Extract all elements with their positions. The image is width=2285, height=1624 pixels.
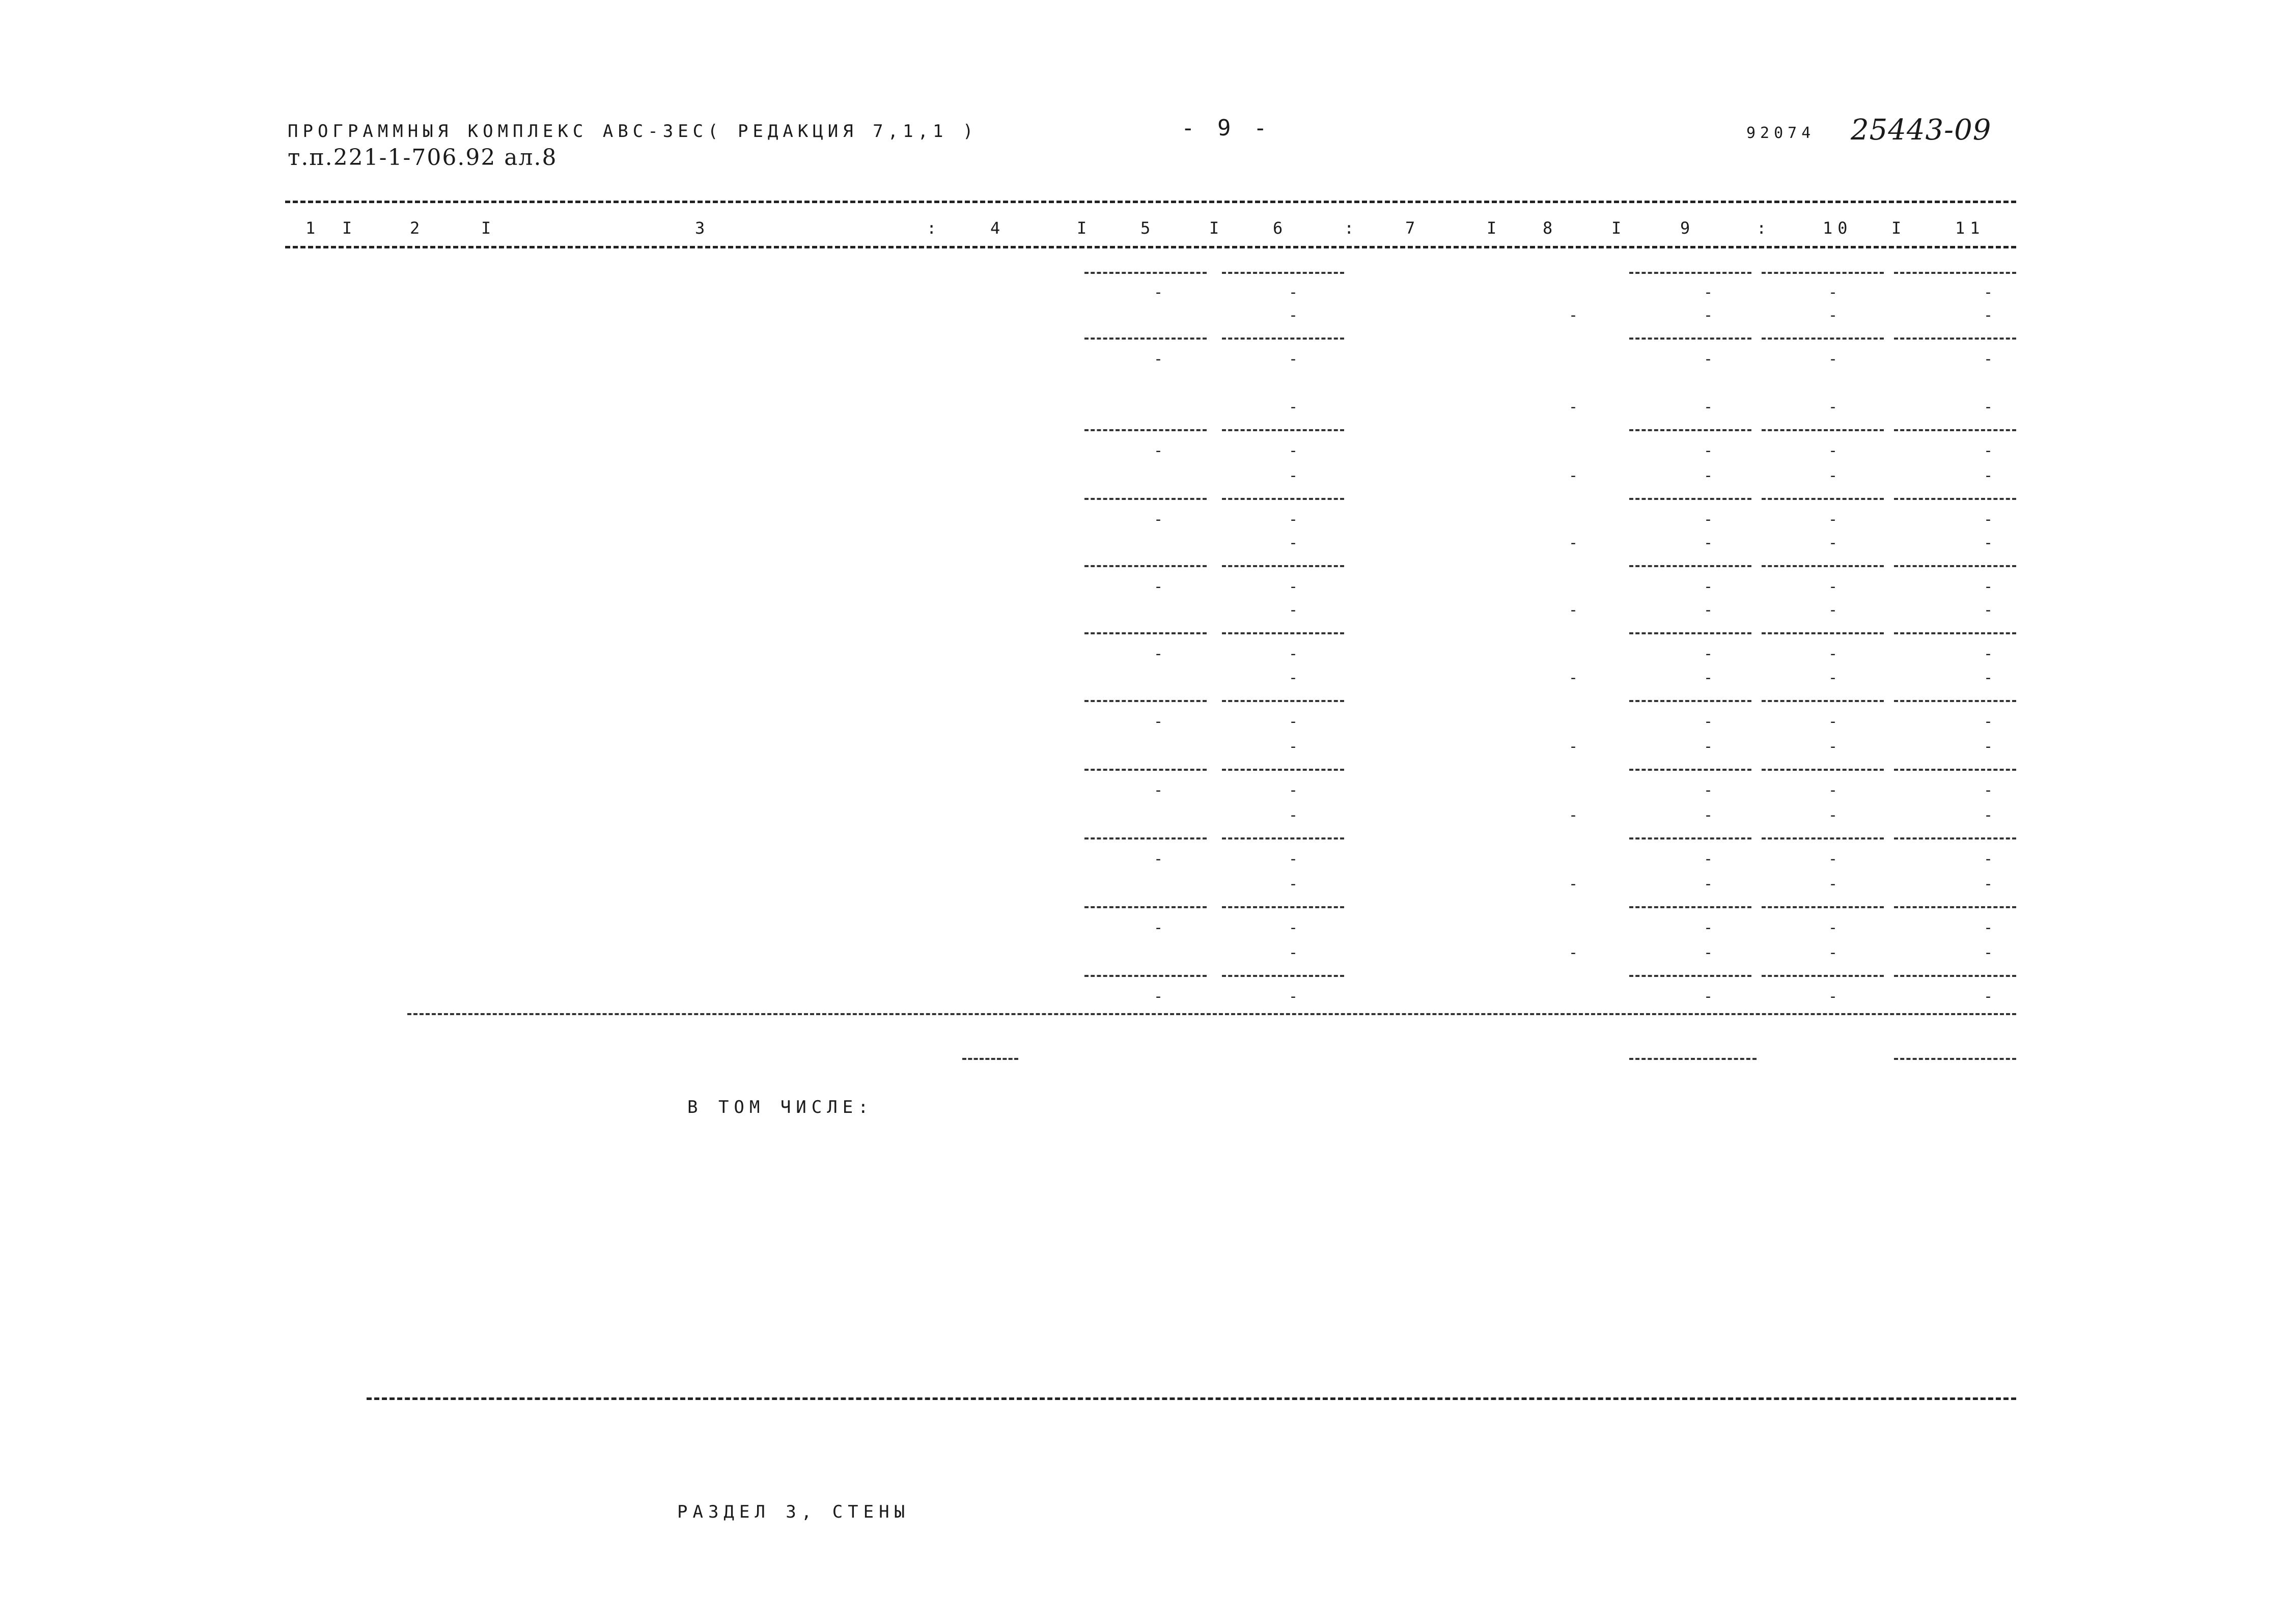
subtotal-rule (1894, 272, 2016, 274)
subtotal-rule (1629, 429, 1751, 431)
cell-dash: - (1983, 738, 1993, 755)
column-header-5: 5 (1140, 218, 1156, 238)
subtotal-rule (1629, 272, 1751, 274)
cell-dash: - (1568, 467, 1578, 485)
column-header-3: 3 (695, 218, 710, 238)
subtotal-rule (1629, 837, 1751, 839)
column-separator: : (1344, 218, 1359, 238)
cell-dash: - (1288, 944, 1298, 962)
subtotal-rule (1629, 338, 1751, 340)
cell-dash: - (1983, 919, 1993, 937)
cell-dash: - (1983, 306, 1993, 324)
subtotal-rule (1762, 565, 1884, 567)
cell-dash: - (1703, 534, 1713, 552)
subtotal-rule (1084, 632, 1207, 634)
cell-dash: - (1568, 806, 1578, 824)
cell-dash: - (1828, 534, 1838, 552)
subtotal-rule (1084, 700, 1207, 702)
subtotal-rule (1222, 906, 1344, 908)
cell-dash: - (1288, 578, 1298, 596)
cell-dash: - (1153, 350, 1163, 368)
cell-dash: - (1568, 738, 1578, 755)
subtotal-rule (1629, 498, 1751, 500)
subtotal-rule (1894, 700, 2016, 702)
cell-dash: - (1288, 398, 1298, 416)
subtotal-rule (1894, 632, 2016, 634)
subtotal-rule (1894, 429, 2016, 431)
subtotal-rule (1894, 565, 2016, 567)
cell-dash: - (1703, 442, 1713, 460)
subtotal-rule (1222, 429, 1344, 431)
subtotal-rule (1222, 565, 1344, 567)
cell-dash: - (1288, 467, 1298, 485)
cell-dash: - (1703, 511, 1713, 528)
subtotal-rule (1222, 975, 1344, 977)
project-reference: т.п.221-1-706.92 ал.8 (288, 145, 558, 171)
cell-dash: - (1983, 713, 1993, 731)
subtotal-rule (1222, 837, 1344, 839)
cell-dash: - (1288, 850, 1298, 868)
column-header-11: 11 (1955, 218, 1985, 238)
subtotal-rule (1222, 700, 1344, 702)
cell-dash: - (1288, 738, 1298, 755)
cell-dash: - (1828, 306, 1838, 324)
cell-dash: - (1153, 781, 1163, 799)
cell-dash: - (1288, 806, 1298, 824)
column-header-1: 1 (305, 218, 321, 238)
subtotal-rule (962, 1058, 1018, 1060)
cell-dash: - (1828, 601, 1838, 619)
cell-dash: - (1703, 781, 1713, 799)
column-separator: : (1757, 218, 1772, 238)
cell-dash: - (1828, 645, 1838, 663)
doc-code: 92074 (1746, 124, 1816, 142)
subtotal-rule (1762, 429, 1884, 431)
cell-dash: - (1288, 645, 1298, 663)
subtotal-rule (1222, 498, 1344, 500)
cell-dash: - (1828, 713, 1838, 731)
subtotal-rule (1762, 975, 1884, 977)
subtotal-rule (1084, 338, 1207, 340)
subtotal-rule (1894, 769, 2016, 771)
cell-dash: - (1983, 944, 1993, 962)
cell-dash: - (1983, 511, 1993, 528)
cell-dash: - (1288, 350, 1298, 368)
next-section-title: РАЗДЕЛ 3, СТЕНЫ (677, 1502, 910, 1522)
cell-dash: - (1983, 398, 1993, 416)
subtotal-rule (1762, 498, 1884, 500)
column-separator: I (1077, 218, 1092, 238)
cell-dash: - (1153, 442, 1163, 460)
cell-dash: - (1828, 350, 1838, 368)
subtotal-rule (1084, 906, 1207, 908)
cell-dash: - (1983, 350, 1993, 368)
subtotal-rule (1762, 906, 1884, 908)
cell-dash: - (1153, 284, 1163, 301)
subtotal-rule (1762, 700, 1884, 702)
subtotal-rule (1894, 338, 2016, 340)
cell-dash: - (1288, 781, 1298, 799)
subtotal-rule (1084, 837, 1207, 839)
cell-dash: - (1153, 919, 1163, 937)
cell-dash: - (1703, 284, 1713, 301)
cell-dash: - (1288, 669, 1298, 687)
cell-dash: - (1703, 578, 1713, 596)
subtotal-rule (1084, 272, 1207, 274)
subtotal-rule (1762, 632, 1884, 634)
cell-dash: - (1828, 944, 1838, 962)
subtotal-rule (1084, 565, 1207, 567)
column-separator: I (342, 218, 357, 238)
subtotal-rule (1762, 837, 1884, 839)
subtotal-rule (1222, 632, 1344, 634)
subtotal-rule (1629, 906, 1751, 908)
subtotal-rule (1222, 272, 1344, 274)
cell-dash: - (1983, 806, 1993, 824)
cell-dash: - (1828, 875, 1838, 893)
subtotal-rule (1894, 498, 2016, 500)
cell-dash: - (1153, 988, 1163, 1005)
cell-dash: - (1828, 578, 1838, 596)
cell-dash: - (1568, 875, 1578, 893)
subtotal-rule (1762, 769, 1884, 771)
cell-dash: - (1153, 511, 1163, 528)
subtotal-rule (1629, 975, 1751, 977)
cell-dash: - (1828, 511, 1838, 528)
subtotal-rule (1084, 769, 1207, 771)
column-separator: I (1487, 218, 1502, 238)
cell-dash: - (1703, 350, 1713, 368)
cell-dash: - (1828, 467, 1838, 485)
cell-dash: - (1568, 398, 1578, 416)
final-rule (367, 1397, 2016, 1400)
cell-dash: - (1983, 578, 1993, 596)
subtotal-rule (1894, 1058, 2016, 1060)
cell-dash: - (1288, 511, 1298, 528)
column-header-2: 2 (410, 218, 425, 238)
cell-dash: - (1828, 781, 1838, 799)
cell-dash: - (1983, 442, 1993, 460)
cell-dash: - (1828, 284, 1838, 301)
subtotal-rule (1084, 975, 1207, 977)
cell-dash: - (1703, 919, 1713, 937)
cell-dash: - (1983, 988, 1993, 1005)
program-title: ПРОГРАММНЫЯ КОМПЛЕКС АВС-ЗЕС (288, 121, 708, 142)
cell-dash: - (1703, 850, 1713, 868)
cell-dash: - (1153, 645, 1163, 663)
subtotal-rule (1629, 769, 1751, 771)
column-header-10: 10 (1823, 218, 1853, 238)
cell-dash: - (1568, 944, 1578, 962)
subtotal-rule (1629, 632, 1751, 634)
section-total-rule (407, 1013, 2016, 1015)
cell-dash: - (1983, 875, 1993, 893)
cell-dash: - (1703, 306, 1713, 324)
cell-dash: - (1288, 988, 1298, 1005)
subtotal-rule (1222, 338, 1344, 340)
subtotal-rule (1762, 272, 1884, 274)
cell-dash: - (1983, 534, 1993, 552)
cell-dash: - (1568, 306, 1578, 324)
program-edition: ( РЕДАКЦИЯ 7,1,1 ) (708, 121, 978, 142)
subtotal-rule (1894, 906, 2016, 908)
cell-dash: - (1288, 306, 1298, 324)
column-separator: : (927, 218, 942, 238)
cell-dash: - (1703, 944, 1713, 962)
cell-dash: - (1703, 875, 1713, 893)
table-top-rule (285, 201, 2016, 203)
cell-dash: - (1703, 645, 1713, 663)
cell-dash: - (1983, 669, 1993, 687)
subtotal-rule (1629, 1058, 1757, 1060)
cell-dash: - (1983, 645, 1993, 663)
column-separator: I (1209, 218, 1224, 238)
cell-dash: - (1703, 713, 1713, 731)
cell-dash: - (1828, 988, 1838, 1005)
subtotal-rule (1629, 700, 1751, 702)
column-separator: I (1611, 218, 1627, 238)
cell-dash: - (1153, 713, 1163, 731)
cell-dash: - (1983, 850, 1993, 868)
cell-dash: - (1568, 601, 1578, 619)
cell-dash: - (1153, 850, 1163, 868)
subtotal-rule (1222, 769, 1344, 771)
table-header-rule (285, 246, 2016, 248)
subtotal-rule (1894, 837, 2016, 839)
cell-dash: - (1288, 284, 1298, 301)
cell-dash: - (1703, 601, 1713, 619)
cell-dash: - (1828, 442, 1838, 460)
column-header-8: 8 (1543, 218, 1558, 238)
cell-dash: - (1703, 988, 1713, 1005)
column-header-7: 7 (1405, 218, 1420, 238)
cell-dash: - (1828, 919, 1838, 937)
cell-dash: - (1703, 738, 1713, 755)
cell-dash: - (1983, 284, 1993, 301)
cell-dash: - (1568, 534, 1578, 552)
cell-dash: - (1828, 850, 1838, 868)
cell-dash: - (1288, 919, 1298, 937)
subtotal-rule (1084, 429, 1207, 431)
column-header-6: 6 (1273, 218, 1288, 238)
cell-dash: - (1288, 534, 1298, 552)
cell-dash: - (1828, 398, 1838, 416)
column-header-9: 9 (1680, 218, 1695, 238)
cell-dash: - (1703, 669, 1713, 687)
cell-dash: - (1828, 738, 1838, 755)
cell-dash: - (1983, 601, 1993, 619)
cell-dash: - (1828, 806, 1838, 824)
column-header-4: 4 (990, 218, 1006, 238)
cell-dash: - (1983, 781, 1993, 799)
column-separator: I (1891, 218, 1907, 238)
doc-number-handwritten: 25443-09 (1851, 114, 1992, 147)
cell-dash: - (1828, 669, 1838, 687)
cell-dash: - (1703, 467, 1713, 485)
column-separator: I (481, 218, 496, 238)
cell-dash: - (1703, 398, 1713, 416)
cell-dash: - (1568, 669, 1578, 687)
page-number: - 9 - (1181, 115, 1272, 141)
subtotal-rule (1894, 975, 2016, 977)
cell-dash: - (1703, 806, 1713, 824)
subtotal-rule (1762, 338, 1884, 340)
cell-dash: - (1983, 467, 1993, 485)
cell-dash: - (1153, 578, 1163, 596)
subtotal-rule (1084, 498, 1207, 500)
subtotal-rule (1629, 565, 1751, 567)
cell-dash: - (1288, 442, 1298, 460)
including-label: В ТОМ ЧИСЛЕ: (687, 1097, 874, 1117)
cell-dash: - (1288, 601, 1298, 619)
cell-dash: - (1288, 875, 1298, 893)
cell-dash: - (1288, 713, 1298, 731)
